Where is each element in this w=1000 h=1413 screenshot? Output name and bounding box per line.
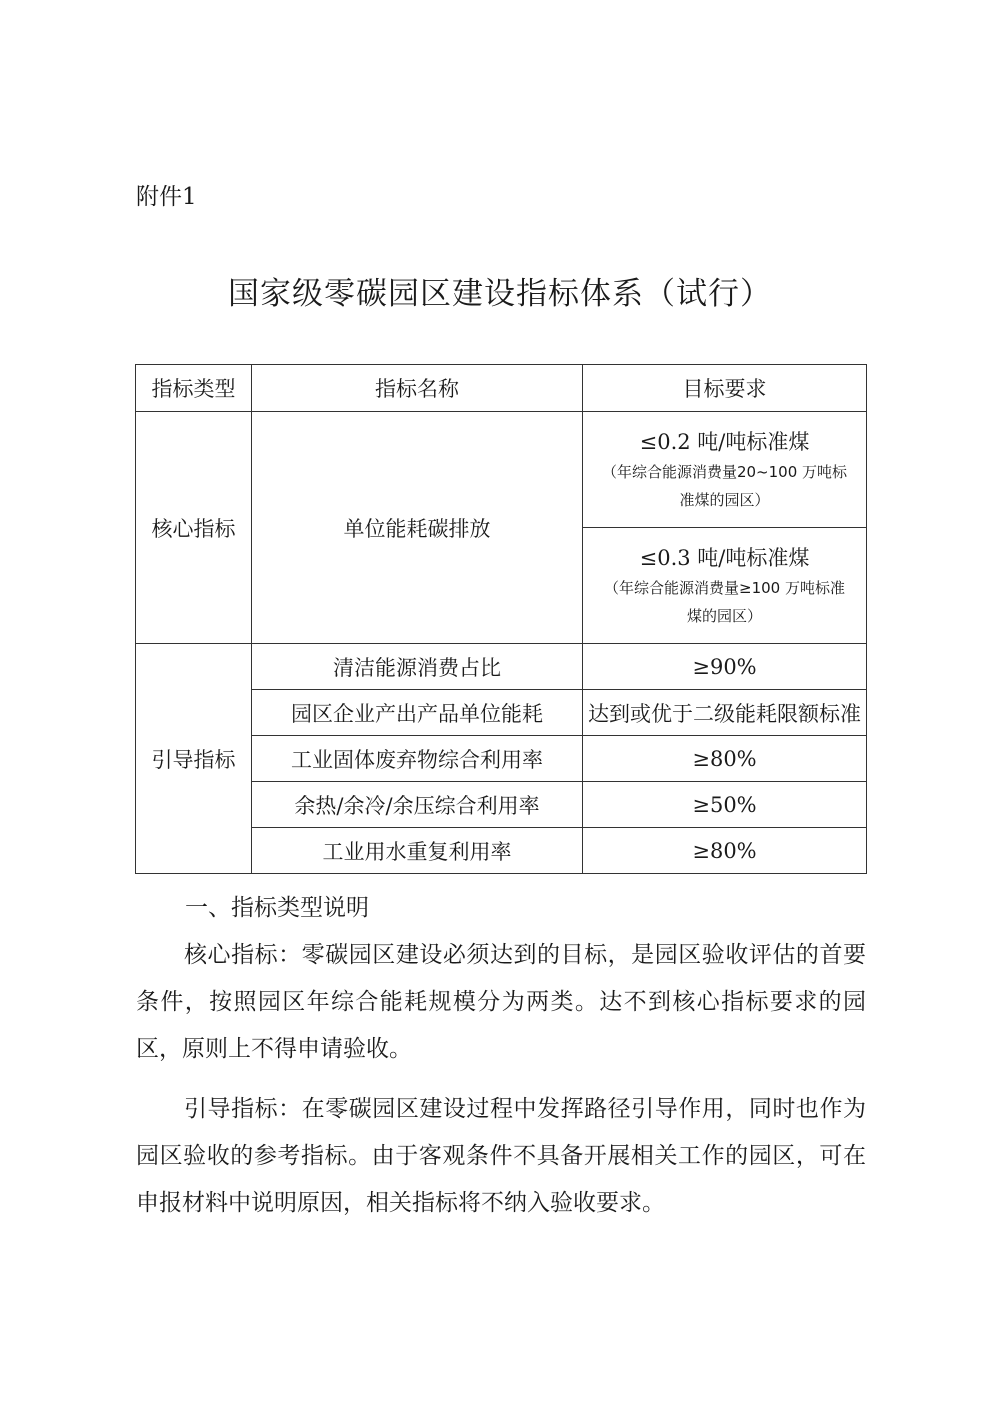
guide-indicator-type: 引导指标 [136,644,252,874]
guide-requirement: 达到或优于二级能耗限额标准 [583,690,867,736]
table-row [136,644,867,690]
table-header-row [136,365,867,412]
guide-indicator-name: 园区企业产出产品单位能耗 [252,690,583,736]
core-requirement-cell [583,412,867,528]
guide-requirement: ≥80% [583,828,867,874]
section-heading: 一、指标类型说明 [185,895,369,921]
guide-indicator-paragraph: 引导指标：在零碳园区建设过程中发挥路径引导作用，同时也作为园区验收的参考指标。由于客观条件不具备开展相关工作的园区，可在申报材料中说明原因，相关指标将不纳入验收要求。 [136,1096,866,1216]
guide-requirement: ≥90% [583,644,867,690]
document-title: 国家级零碳园区建设指标体系（试行） [228,276,772,312]
core-requirement-cell [583,528,867,644]
core-requirement-note: （年综合能源消费量20~100 万吨标准煤的园区） [601,462,848,509]
core-indicator-type: 核心指标 [136,412,252,644]
core-requirement-value: ≤0.2 吨/吨标准煤 [639,429,810,454]
core-requirement-value: ≤0.3 吨/吨标准煤 [639,545,810,570]
guide-indicator-name: 余热/余冷/余压综合利用率 [252,782,583,828]
core-indicator-paragraph: 核心指标：零碳园区建设必须达到的目标，是园区验收评估的首要条件，按照园区年综合能耗规模分为两类。达不到核心指标要求的园区，原则上不得申请验收。 [136,942,866,1062]
core-indicator-name: 单位能耗碳排放 [252,412,583,644]
core-requirement-note: （年综合能源消费量≥100 万吨标准煤的园区） [604,578,845,625]
header-target-requirement: 目标要求 [583,365,867,412]
indicator-table [135,364,867,874]
guide-indicator-name: 清洁能源消费占比 [252,644,583,690]
header-indicator-name: 指标名称 [252,365,583,412]
guide-indicator-name: 工业固体废弃物综合利用率 [252,736,583,782]
guide-requirement: ≥80% [583,736,867,782]
table-row [136,412,867,528]
guide-requirement: ≥50% [583,782,867,828]
guide-indicator-name: 工业用水重复利用率 [252,828,583,874]
attachment-label: 附件1 [136,184,197,210]
header-indicator-type: 指标类型 [136,365,252,412]
